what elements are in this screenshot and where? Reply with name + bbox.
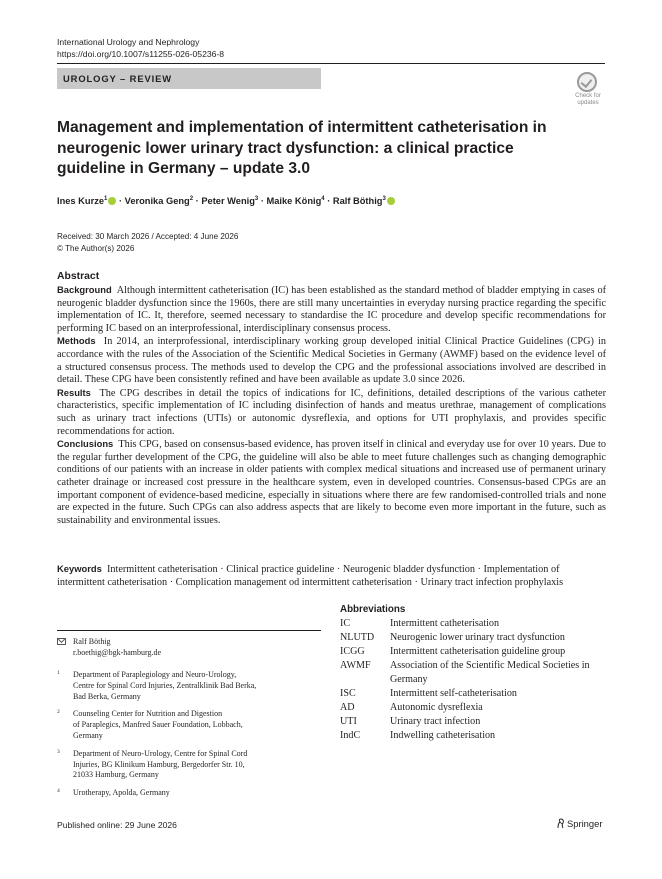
author-name[interactable]: Peter Wenig	[201, 196, 255, 207]
affiliation-text	[73, 670, 321, 702]
journal-name: International Urology and Nephrology	[57, 37, 200, 47]
affiliation-line: Department of Neuro-Urology, Centre for Spinal Cord	[73, 748, 248, 758]
author-separator: ·	[116, 196, 125, 207]
affiliation	[57, 670, 321, 702]
affiliation-text	[73, 788, 321, 799]
affiliation-number: 4	[57, 788, 60, 795]
abbreviations-heading: Abbreviations	[340, 604, 406, 615]
abbreviation-row	[340, 659, 606, 687]
abbreviation-row	[340, 617, 606, 631]
check-for-updates-badge[interactable]	[571, 72, 605, 106]
affiliation-line: Germany	[73, 730, 103, 740]
abbreviation-definition: Intermittent self-catheterisation	[390, 688, 517, 699]
abbreviation-definition: Indwelling catheterisation	[390, 730, 496, 741]
abbreviation-row	[340, 631, 606, 645]
footnote-rule	[57, 630, 321, 631]
keywords-heading: Keywords	[57, 563, 102, 574]
abbreviation-definition: Urinary tract infection	[390, 716, 481, 727]
author-name[interactable]: Veronika Geng	[124, 196, 190, 207]
springer-horse-icon	[556, 818, 565, 829]
conclusions-text: This CPG, based on consensus-based evidence, has proven itself in clinical and everyday use for over 10 years. Due to the regular further development of the CPG, the guideline will also be able to meet future challenges such as changing demographic conditions of our patients with an increase in older patients with complex medical situations and increased use of permanent urinary catheter drainage or increased cost pressure in the healthcare system, even in developed countries. Consensus-based CPGs are an important component of evidence-based medicine, especially in situations where there are few randomised-controlled trials and none are expected in the future. Such CPGs can also address aspects that are likely to become even more important in the future, such as sustainability and environmental issues.	[57, 439, 606, 526]
corresponding-author: Ralf Böthig	[73, 637, 111, 646]
affiliation-line: Injuries, BG Klinikum Hamburg, Bergedorfer Str. 10,	[73, 759, 245, 769]
abbreviations-table	[340, 617, 606, 743]
affiliation	[57, 709, 321, 741]
keywords-text: Intermittent catheterisation · Clinical practice guideline · Neurogenic bladder dysfunction · Implementation of intermittent catheterisation · Complication management od intermittent catheterisation · Urinary tract infection prophylaxis	[57, 564, 564, 588]
abbreviation-term: AD	[340, 702, 355, 713]
affiliation-line: Counseling Center for Nutrition and Digestion	[73, 709, 223, 719]
abbreviation-definition: Intermittent catheterisation guideline group	[390, 646, 566, 657]
abbreviation-definition: Neurogenic lower urinary tract dysfunction	[390, 632, 565, 643]
abbreviation-term: ICGG	[340, 646, 365, 657]
publisher-logo[interactable]	[556, 818, 602, 829]
keywords	[57, 562, 606, 589]
abbreviation-row	[340, 645, 606, 659]
abstract-methods	[57, 335, 606, 386]
author-affiliation-marker: 3	[382, 196, 386, 202]
author-affiliation-marker: 2	[189, 196, 194, 202]
header-rule	[57, 63, 605, 64]
author-affiliation-marker: 4	[321, 196, 325, 202]
affiliation-line: Bad Berka, Germany	[73, 691, 141, 701]
abbreviation-row	[340, 729, 606, 743]
envelope-icon	[57, 638, 66, 645]
abbreviations	[340, 603, 606, 743]
corresponding-email[interactable]: r.boethig@bgk-hamburg.de	[73, 648, 162, 657]
received-accepted: Received: 30 March 2026 / Accepted: 4 June 2026	[57, 232, 239, 241]
abstract-background	[57, 284, 606, 335]
abbreviation-row	[340, 687, 606, 701]
copyright: © The Author(s) 2026	[57, 244, 135, 253]
background-text: Although intermittent catheterisation (IC) has been established as the standard method of bladder emptying in cases of neurogenic bladder dysfunction since the 1960s, there are still many uncertainties in everyday nursing practice regarding the specific implementation of IC. It, therefore, seemed necessary to standardise the IC procedure and develop specific recommendations for performing IC based on an interprofessional, interdisciplinary consensus process.	[57, 285, 606, 334]
author-separator: ·	[324, 196, 333, 207]
conclusions-heading: Conclusions	[57, 438, 114, 450]
author-name[interactable]: Ines Kurze	[57, 196, 105, 207]
methods-text: In 2014, an interprofessional, interdisciplinary working group developed initial Clinical Practice Guidelines (CPG) in accordance with the rules of the Association of the Scientific Medical Societies in Germany (AWMF) based on the evidence level of a structured consensus process. The methods used to develop the CPG and the professional associations involved are described in detail. These CPG have been consistently refined and have been available as update 3.0 since 2026.	[57, 336, 606, 386]
results-heading: Results	[57, 386, 91, 398]
affiliation-line: Urotherapy, Apolda, Germany	[73, 788, 170, 798]
abstract-heading: Abstract	[57, 271, 100, 282]
author-affiliation-marker: 3	[254, 196, 259, 202]
author-name[interactable]: Ralf Böthig	[332, 196, 383, 207]
abbreviation-term: UTI	[340, 716, 357, 727]
affiliation-number: 2	[57, 709, 60, 716]
check-updates-line2: updates	[577, 99, 599, 106]
affiliation	[57, 788, 321, 799]
author-name[interactable]: Maike König	[266, 196, 322, 207]
author-affiliation-marker: 1	[104, 196, 108, 202]
abbreviation-definition: Association of the Scientific Medical Societies in Germany	[390, 660, 590, 685]
affiliation-number: 1	[57, 670, 60, 676]
affiliation	[57, 749, 321, 781]
abbreviation-definition: Autonomic dysreflexia	[390, 702, 483, 713]
background-heading: Background	[57, 284, 112, 295]
affiliation-text	[73, 709, 321, 741]
affiliation-line: Centre for Spinal Cord Injuries, Zentralklinik Bad Berka,	[73, 680, 257, 690]
author-list	[57, 196, 395, 206]
section-label-bar	[57, 68, 321, 89]
correspondence	[57, 636, 161, 658]
author-separator: ·	[193, 196, 202, 207]
results-text: The CPG describes in detail the topics of indications for IC, definitions, detailed descriptions of the various catheter characteristics, specific implementation of IC including disinfection of hands and meatus urethrae, management of complications such as urinary tract infections (UTIs) or autonomic dysreflexia, and options for UTI prophylaxis, and provides specific recommendations for action.	[57, 387, 606, 437]
abbreviation-term: IndC	[340, 730, 361, 741]
abbreviation-term: NLUTD	[340, 632, 375, 643]
abstract-results	[57, 387, 606, 438]
article-title: Management and implementation of intermittent catheterisation in neurogenic lower urinary tract dysfunction: a clinical practice guideline in Germany – update 3.0	[57, 119, 547, 177]
affiliations	[57, 670, 321, 806]
section-label: UROLOGY – REVIEW	[63, 73, 173, 84]
doi-link[interactable]: https://doi.org/10.1007/s11255-026-05236-8	[57, 49, 225, 59]
abbreviation-row	[340, 701, 606, 715]
abbreviation-term: AWMF	[340, 660, 371, 671]
abbreviation-definition: Intermittent catheterisation	[390, 618, 500, 629]
affiliation-number: 3	[57, 748, 60, 755]
affiliation-text	[73, 749, 321, 781]
orcid-icon[interactable]	[387, 197, 395, 205]
abbreviation-term: IC	[340, 618, 351, 629]
affiliation-line: of Paraplegics, Manfred Sauer Foundation, Lobbach,	[73, 720, 243, 730]
article-dates	[57, 231, 238, 255]
abbreviation-term: ISC	[340, 688, 356, 699]
abstract	[57, 270, 606, 527]
abstract-conclusions	[57, 438, 606, 527]
author-separator: ·	[258, 196, 267, 207]
check-updates-line1: Check for	[575, 93, 601, 99]
affiliation-line: 21033 Hamburg, Germany	[73, 770, 159, 780]
abbreviation-row	[340, 715, 606, 729]
published-date: Published online: 29 June 2026	[57, 820, 177, 830]
check-for-updates-icon	[577, 72, 597, 92]
methods-heading: Methods	[57, 335, 96, 347]
publisher-name: Springer	[567, 818, 603, 829]
journal-header	[57, 36, 224, 60]
affiliation-line: Department of Paraplegiology and Neuro-Urology,	[73, 670, 237, 679]
